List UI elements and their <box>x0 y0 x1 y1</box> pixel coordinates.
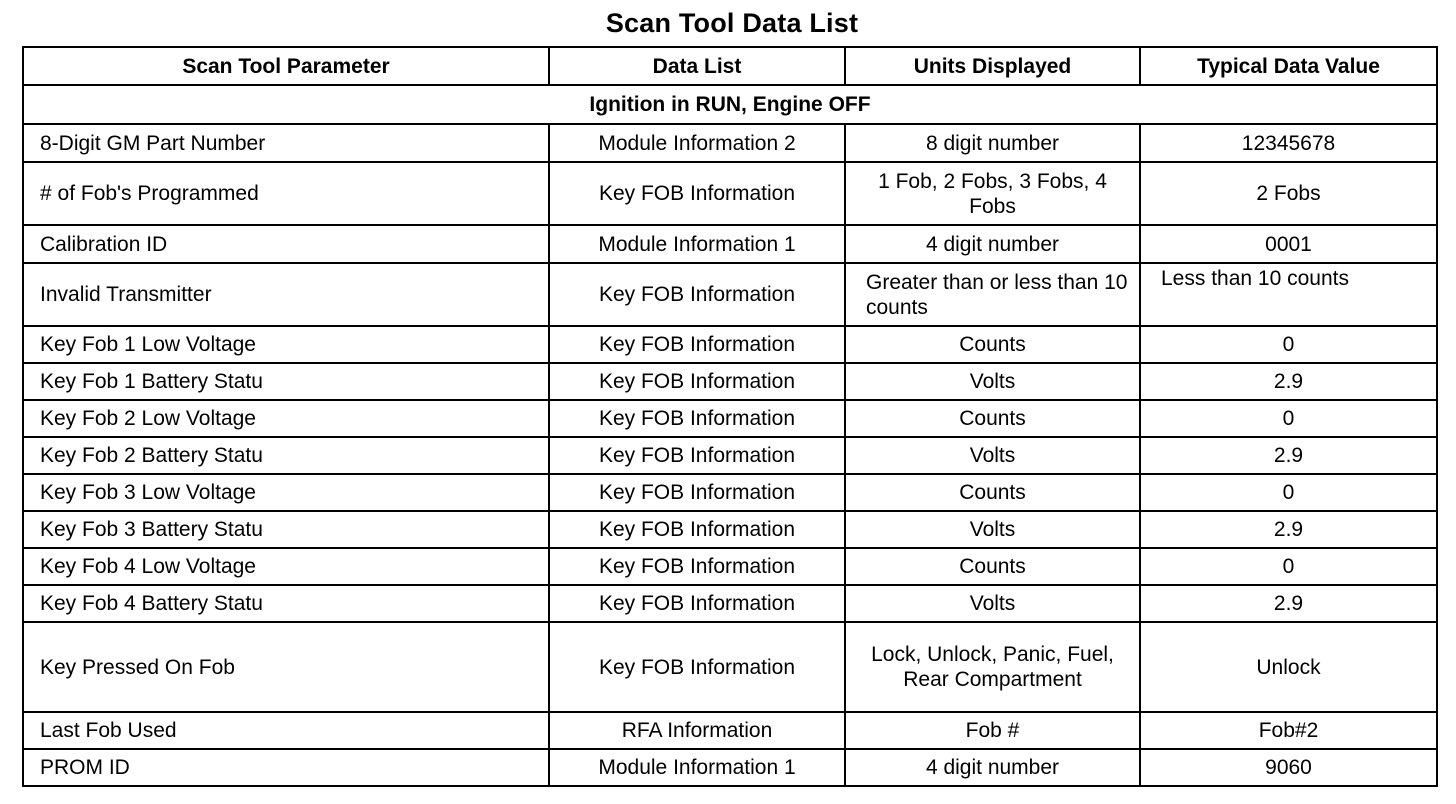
data-list-cell: Key FOB Information <box>549 162 845 225</box>
table-row <box>23 326 1437 363</box>
typical-value-cell: 2.9 <box>1140 511 1437 548</box>
column-header-units: Units Displayed <box>845 47 1140 85</box>
units-cell: Lock, Unlock, Panic, Fuel, Rear Compartment <box>845 622 1140 712</box>
parameter-cell: Key Fob 4 Low Voltage <box>23 548 549 585</box>
table-row <box>23 400 1437 437</box>
typical-value-cell: 2.9 <box>1140 363 1437 400</box>
units-cell: 1 Fob, 2 Fobs, 3 Fobs, 4 Fobs <box>845 162 1140 225</box>
units-cell: Counts <box>845 548 1140 585</box>
data-list-cell: Key FOB Information <box>549 400 845 437</box>
typical-value-cell: 0 <box>1140 474 1437 511</box>
parameter-cell: PROM ID <box>23 749 549 786</box>
typical-value-cell: 9060 <box>1140 749 1437 786</box>
typical-value-cell: 0 <box>1140 326 1437 363</box>
column-header-data-list: Data List <box>549 47 845 85</box>
typical-value-cell: 2 Fobs <box>1140 162 1437 225</box>
units-cell: Volts <box>845 511 1140 548</box>
units-cell: Counts <box>845 326 1140 363</box>
data-list-cell: Key FOB Information <box>549 363 845 400</box>
data-list-cell: Key FOB Information <box>549 326 845 363</box>
table-row <box>23 749 1437 786</box>
scan-tool-data-table <box>22 46 1438 787</box>
data-list-cell: Key FOB Information <box>549 622 845 712</box>
column-header-typical-value: Typical Data Value <box>1140 47 1437 85</box>
data-list-cell: Module Information 2 <box>549 124 845 162</box>
typical-value-cell: 0001 <box>1140 225 1437 263</box>
data-list-cell: Module Information 1 <box>549 225 845 263</box>
typical-value-cell: Fob#2 <box>1140 712 1437 749</box>
typical-value-cell: 2.9 <box>1140 585 1437 622</box>
table-row <box>23 585 1437 622</box>
parameter-cell: Invalid Transmitter <box>23 263 549 326</box>
parameter-cell: Last Fob Used <box>23 712 549 749</box>
section-heading: Ignition in RUN, Engine OFF <box>23 85 1437 124</box>
parameter-cell: # of Fob's Programmed <box>23 162 549 225</box>
table-header-row <box>23 47 1437 85</box>
table-row <box>23 712 1437 749</box>
parameter-cell: Key Fob 3 Low Voltage <box>23 474 549 511</box>
units-cell: Volts <box>845 437 1140 474</box>
typical-value-cell: Less than 10 counts <box>1140 263 1437 326</box>
data-list-cell: Module Information 1 <box>549 749 845 786</box>
units-cell: 4 digit number <box>845 225 1140 263</box>
parameter-cell: Key Fob 3 Battery Statu <box>23 511 549 548</box>
units-cell: 8 digit number <box>845 124 1140 162</box>
table-row <box>23 474 1437 511</box>
table-row <box>23 263 1437 326</box>
column-header-parameter: Scan Tool Parameter <box>23 47 549 85</box>
document-title: Scan Tool Data List <box>605 8 859 38</box>
table-row <box>23 225 1437 263</box>
units-cell: Counts <box>845 474 1140 511</box>
data-list-cell: Key FOB Information <box>549 263 845 326</box>
parameter-cell: Key Pressed On Fob <box>23 622 549 712</box>
units-cell: Volts <box>845 363 1140 400</box>
table-row <box>23 511 1437 548</box>
data-list-cell: RFA Information <box>549 712 845 749</box>
units-cell: Volts <box>845 585 1140 622</box>
data-list-cell: Key FOB Information <box>549 548 845 585</box>
parameter-cell: Key Fob 1 Low Voltage <box>23 326 549 363</box>
typical-value-cell: 0 <box>1140 548 1437 585</box>
parameter-cell: Key Fob 2 Low Voltage <box>23 400 549 437</box>
data-list-cell: Key FOB Information <box>549 511 845 548</box>
units-cell: 4 digit number <box>845 749 1140 786</box>
parameter-cell: Calibration ID <box>23 225 549 263</box>
units-cell: Greater than or less than 10 counts <box>845 263 1140 326</box>
typical-value-cell: 2.9 <box>1140 437 1437 474</box>
parameter-cell: 8-Digit GM Part Number <box>23 124 549 162</box>
parameter-cell: Key Fob 1 Battery Statu <box>23 363 549 400</box>
table-row <box>23 124 1437 162</box>
table-row <box>23 363 1437 400</box>
data-list-cell: Key FOB Information <box>549 585 845 622</box>
table-row <box>23 162 1437 225</box>
parameter-cell: Key Fob 4 Battery Statu <box>23 585 549 622</box>
data-list-cell: Key FOB Information <box>549 474 845 511</box>
section-row <box>23 85 1437 124</box>
typical-value-cell: 12345678 <box>1140 124 1437 162</box>
data-list-cell: Key FOB Information <box>549 437 845 474</box>
units-cell: Counts <box>845 400 1140 437</box>
units-cell: Fob # <box>845 712 1140 749</box>
typical-value-cell: 0 <box>1140 400 1437 437</box>
table-row <box>23 437 1437 474</box>
typical-value-cell: Unlock <box>1140 622 1437 712</box>
parameter-cell: Key Fob 2 Battery Statu <box>23 437 549 474</box>
table-row <box>23 622 1437 712</box>
table-row <box>23 548 1437 585</box>
